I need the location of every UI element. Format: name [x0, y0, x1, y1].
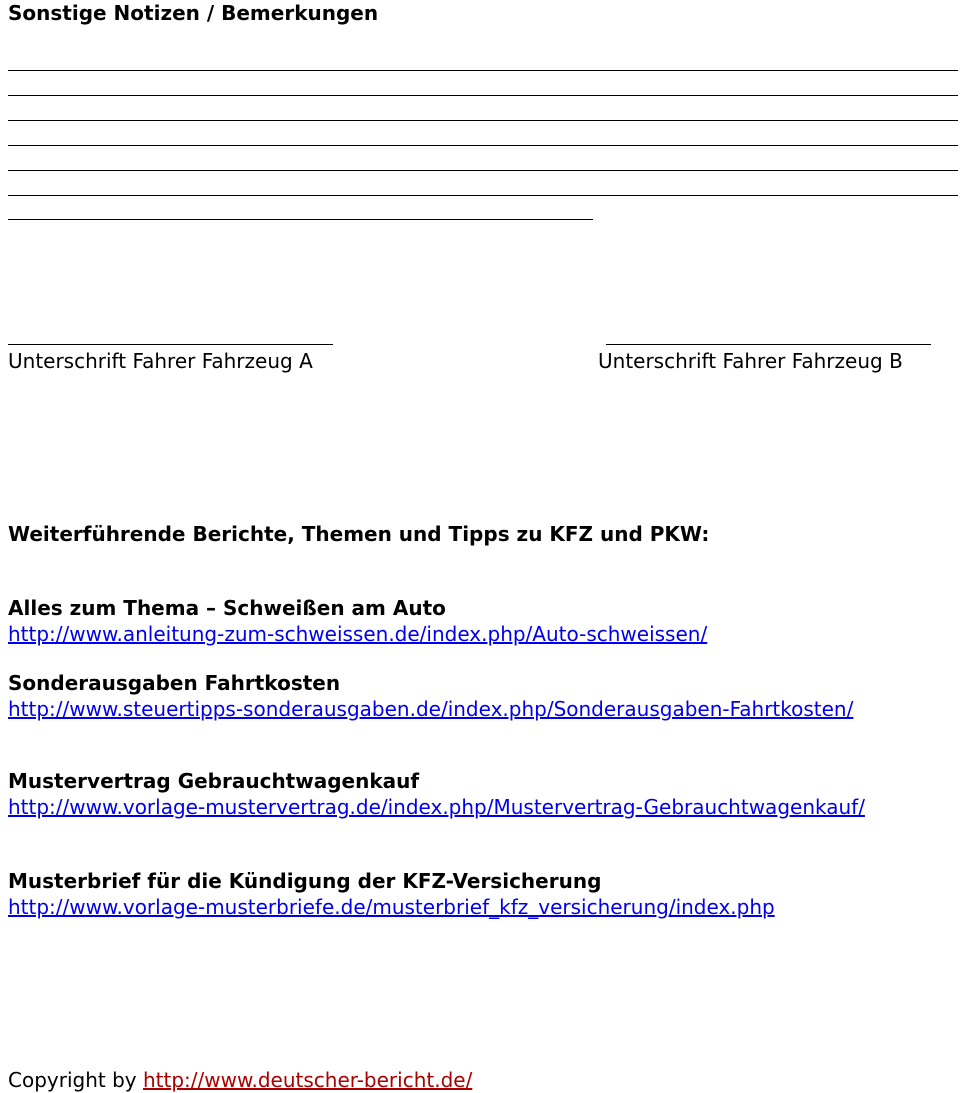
note-line	[8, 95, 958, 96]
note-line	[8, 120, 958, 121]
article-title-welding: Alles zum Thema – Schweißen am Auto	[8, 596, 446, 620]
article-title-travel-costs: Sonderausgaben Fahrtkosten	[8, 671, 341, 695]
note-line	[8, 170, 958, 171]
note-line	[8, 145, 958, 146]
article-link-travel-costs[interactable]: http://www.steuertipps-sonderausgaben.de/index.php/Sonderausgaben-Fahrtkosten/	[8, 697, 854, 721]
signature-line-b	[606, 344, 931, 345]
signature-line-a	[8, 344, 333, 345]
article-title-insurance-cancellation: Musterbrief für die Kündigung der KFZ-Versicherung	[8, 869, 602, 893]
copyright	[8, 1068, 472, 1092]
copyright-link[interactable]: http://www.deutscher-bericht.de/	[142, 1068, 473, 1092]
signature-label-b: Unterschrift Fahrer Fahrzeug B	[598, 349, 903, 373]
article-link-used-car-contract[interactable]: http://www.vorlage-mustervertrag.de/index.php/Mustervertrag-Gebrauchtwagenkauf/	[8, 795, 865, 819]
notes-title: Sonstige Notizen / Bemerkungen	[8, 1, 379, 25]
article-title-used-car-contract: Mustervertrag Gebrauchtwagenkauf	[8, 769, 420, 793]
note-line	[8, 70, 958, 71]
article-link-insurance-cancellation[interactable]: http://www.vorlage-musterbriefe.de/musterbrief_kfz_versicherung/index.php	[8, 895, 775, 919]
copyright-prefix: Copyright by	[8, 1068, 137, 1092]
signature-label-a: Unterschrift Fahrer Fahrzeug A	[8, 349, 313, 373]
note-line	[8, 219, 593, 220]
further-reading-title: Weiterführende Berichte, Themen und Tipps zu KFZ und PKW:	[8, 522, 710, 546]
article-link-welding[interactable]: http://www.anleitung-zum-schweissen.de/index.php/Auto-schweissen/	[8, 622, 708, 646]
note-line	[8, 195, 958, 196]
